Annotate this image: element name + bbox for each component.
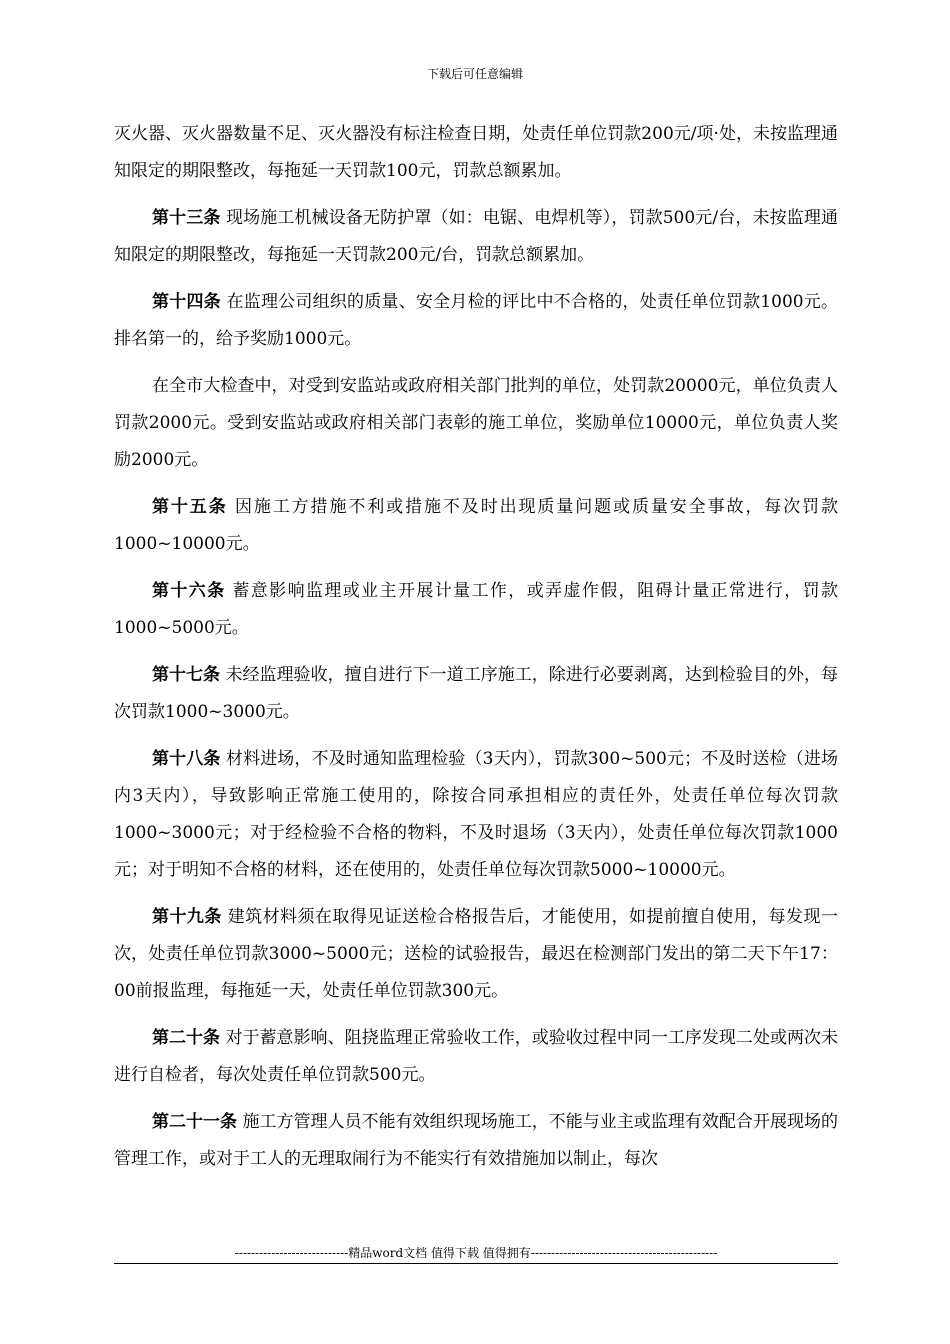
- paragraph-text: 未经监理验收，擅自进行下一道工序施工，除进行必要剥离，达到检验目的外，每次罚款1000~3000元。: [114, 665, 839, 722]
- paragraph-text: 对于蓄意影响、阻挠监理正常验收工作，或验收过程中同一工序发现二处或两次未进行自检者，每次处责任单位罚款500元。: [114, 1028, 839, 1085]
- article-number: 第十五条: [152, 497, 228, 517]
- article-number: 第十八条: [152, 749, 221, 769]
- article-number: 第十七条: [152, 665, 221, 685]
- article-17: [114, 657, 838, 731]
- article-21: [114, 1104, 838, 1178]
- article-14-continued: [114, 368, 838, 479]
- paragraph-text: 现场施工机械设备无防护罩（如：电锯、电焊机等），罚款500元/台，未按监理通知限定的期限整改，每拖延一天罚款200元/台，罚款总额累加。: [114, 208, 838, 265]
- article-number: 第十九条: [152, 907, 222, 927]
- article-number: 第十三条: [152, 208, 221, 228]
- article-14: [114, 284, 838, 358]
- article-number: 第十四条: [152, 292, 221, 312]
- article-number: 第十六条: [152, 581, 226, 601]
- page-footer: ----------------------------精品word文档 值得下载 值得拥有----------------------------------------------: [234, 1246, 718, 1260]
- paragraph-text: 材料进场，不及时通知监理检验（3天内），罚款300~500元；不及时送检（进场内3天内），导致影响正常施工使用的，除按合同承担相应的责任外，处责任单位每次罚款1000~3000元；对于经检验不合格的物料，不及时退场（3天内），处责任单位每次罚款1000元；对于明知不合格的材料，还在使用的，处责任单位每次罚款5000~10000元。: [114, 749, 838, 880]
- paragraph-text: 蓄意影响监理或业主开展计量工作，或弄虚作假，阻碍计量正常进行，罚款1000~5000元。: [114, 581, 839, 638]
- paragraph-continuation: [114, 116, 838, 190]
- paragraph-text: 在全市大检查中，对受到安监站或政府相关部门批判的单位，处罚款20000元，单位负责人罚款2000元。受到安监站或政府相关部门表彰的施工单位，奖励单位10000元，单位负责人奖励2000元。: [114, 376, 838, 470]
- paragraph-text: 施工方管理人员不能有效组织现场施工，不能与业主或监理有效配合开展现场的管理工作，或对于工人的无理取闹行为不能实行有效措施加以制止，每次: [114, 1112, 839, 1169]
- article-18: [114, 741, 838, 889]
- paragraph-text: 建筑材料须在取得见证送检合格报告后，才能使用，如提前擅自使用，每发现一次，处责任单位罚款3000~5000元；送检的试验报告，最迟在检测部门发出的第二天下午17：00前报监理，每拖延一天，处责任单位罚款300元。: [114, 907, 839, 1001]
- article-20: [114, 1020, 838, 1094]
- article-16: [114, 573, 838, 647]
- document-body: [114, 116, 838, 1188]
- article-number: 第二十一条: [152, 1112, 238, 1132]
- article-15: [114, 489, 838, 563]
- page-header: 下载后可任意编辑: [426, 67, 523, 81]
- article-13: [114, 200, 838, 274]
- paragraph-text: 灭火器、灭火器数量不足、灭火器没有标注检查日期，处责任单位罚款200元/项·处，未按监理通知限定的期限整改，每拖延一天罚款100元，罚款总额累加。: [114, 124, 838, 181]
- footer-divider: [114, 1263, 838, 1264]
- paragraph-text: 在监理公司组织的质量、安全月检的评比中不合格的，处责任单位罚款1000元。排名第一的，给予奖励1000元。: [114, 292, 839, 349]
- article-19: [114, 899, 838, 1010]
- article-number: 第二十条: [152, 1028, 221, 1048]
- paragraph-text: 因施工方措施不利或措施不及时出现质量问题或质量安全事故，每次罚款1000~10000元。: [114, 497, 839, 554]
